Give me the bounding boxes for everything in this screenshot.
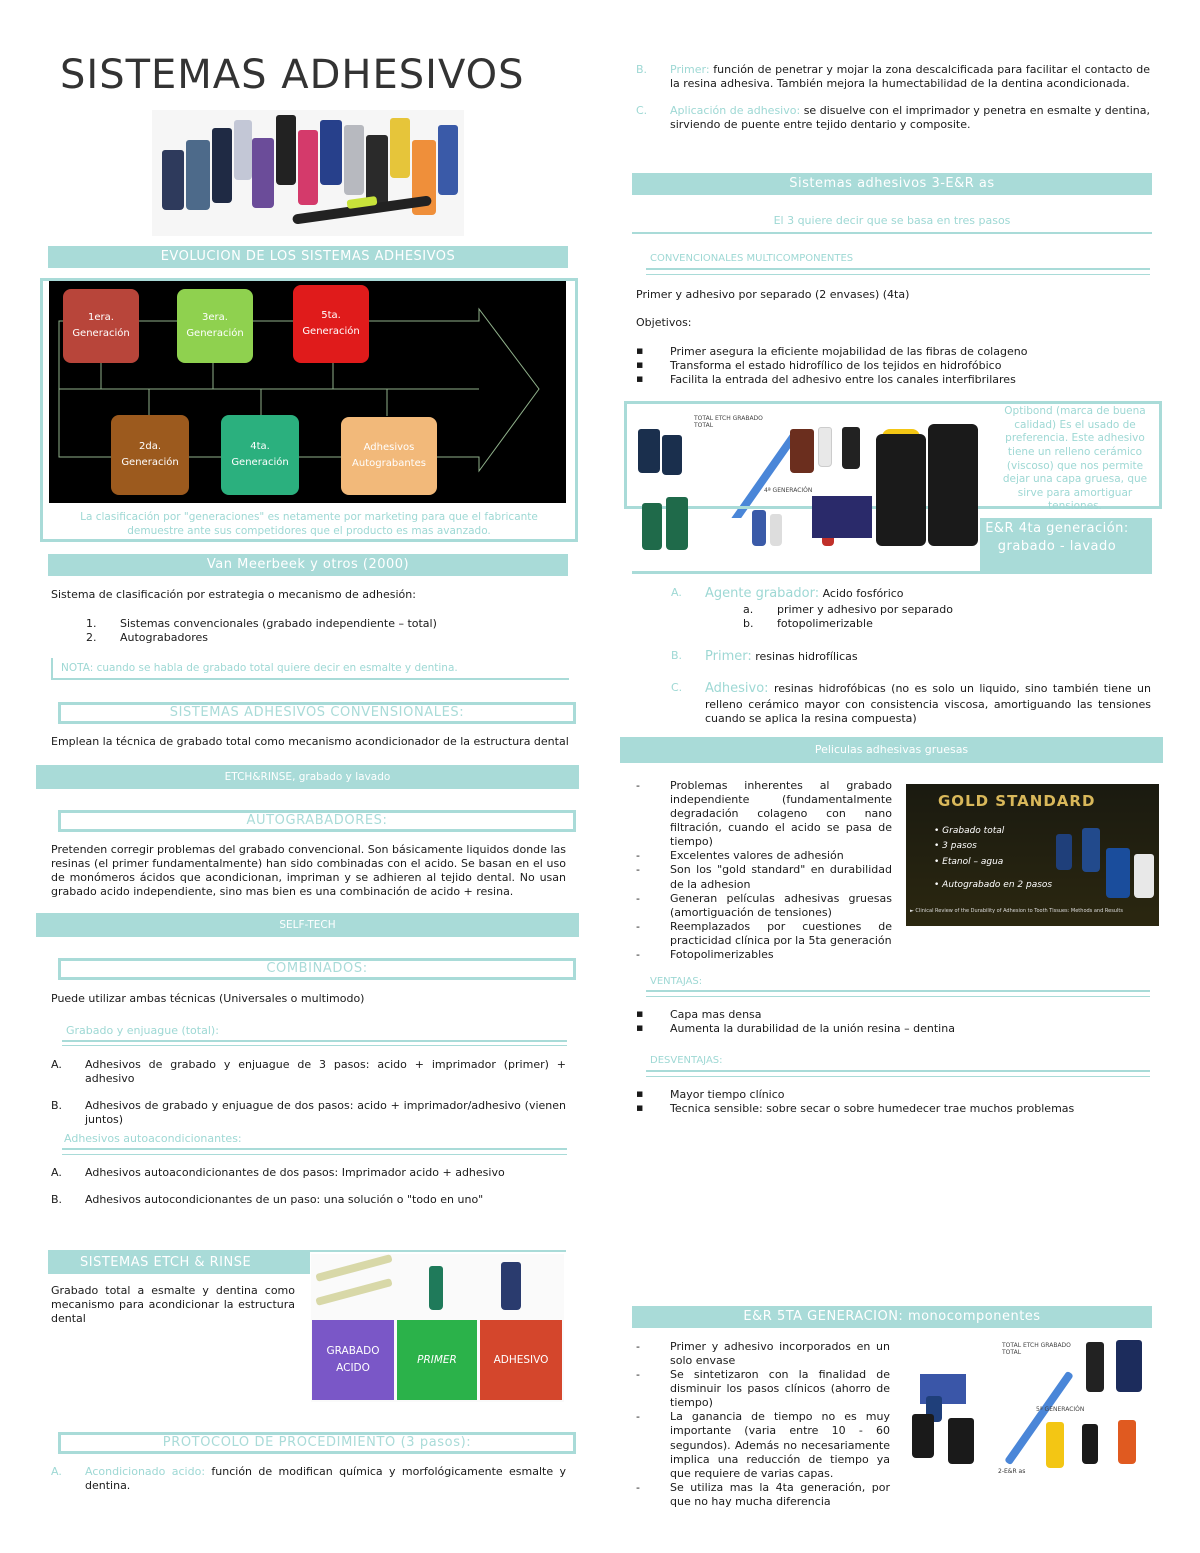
optibond-note: Optibond (marca de buena calidad) Es el usado de preferencia. Este adhesivo tiene un relleno cerámico (viscoso) que nos permite dejar una capa gruesa, que sirve para amortiguar tensiones.: [1002, 405, 1148, 513]
list-item: ▪ Primer asegura la eficiente mojabilidad de las fibras de colageno: [636, 345, 1150, 359]
adhesivo-tile: ADHESIVO: [480, 1320, 562, 1400]
combinados-sub1: Grabado y enjuague (total):: [66, 1024, 219, 1037]
divider: [646, 996, 1150, 997]
protocolo-header: PROTOCOLO DE PROCEDIMIENTO (3 pasos):: [58, 1432, 576, 1454]
peliculas-header: Peliculas adhesivas gruesas: [620, 737, 1163, 763]
list-item: b. fotopolimerizable: [743, 616, 873, 630]
list-item: - Se sintetizaron con la finalidad de disminuir los pasos clínicos (ahorro de tiempo): [636, 1368, 890, 1410]
list-item: ▪ Facilita la entrada del adhesivo entre los canales interfibrilares: [636, 373, 1150, 387]
list-item: B. Adhesivos de grabado y enjuague de dos pasos: acido + imprimador/adhesivo (vienen juntos): [51, 1099, 566, 1127]
list-item: ▪ Aumenta la durabilidad de la unión resina – dentina: [636, 1022, 1150, 1036]
divider: [646, 1076, 1150, 1077]
list-item: A. Agente grabador: Acido fosfórico: [671, 586, 904, 601]
protocolo-item-a: A. Acondicionado acido: función de modifican química y morfológicamente esmalte y dentina.: [51, 1465, 567, 1493]
divider: [646, 990, 1150, 992]
evolucion-caption: La clasificación por "generaciones" es netamente por marketing para que el fabricante demuestre ante sus competidores que el producto es mas avanzado.: [80, 511, 538, 537]
autograbadores-text: Pretenden corregir problemas del grabado convencional. Son básicamente liquidos donde las resinas (el primer fundamentalmente) han sido combinadas con el acido. Se basan en el uso de monómeros ácidos que acondicionan, impriman y se adhieren al tejido dental. No usan grabado acido independiente, sino mas bien es una combinación de acido + resina.: [51, 843, 566, 899]
tres-pasos-header: Sistemas adhesivos 3-E&R as: [632, 173, 1152, 195]
convencionales-multi: CONVENCIONALES MULTICOMPONENTES: [650, 253, 854, 264]
list-item: - Fotopolimerizables: [636, 948, 892, 962]
tres-pasos-sub: El 3 quiere decir que se basa en tres pasos: [773, 214, 1011, 227]
divider: [62, 1148, 567, 1150]
list-item: - Excelentes valores de adhesión: [636, 849, 892, 863]
ventajas-list: [636, 1008, 1150, 1036]
convencionales-header: SISTEMAS ADHESIVOS CONVENSIONALES:: [58, 702, 576, 724]
desventajas-header: DESVENTAJAS:: [650, 1055, 723, 1066]
list-item: - La ganancia de tiempo no es muy importante (varia entre 10 - 60 segundos). Además no necesariamente implica una reducción de tiempo ya que requiere de varias capas.: [636, 1410, 890, 1480]
etch-rinse-bar: ETCH&RINSE, grabado y lavado: [36, 765, 579, 789]
optibond-image: TOTAL ETCH GRABADO TOTAL 4ª GENERACIÓN: [632, 401, 980, 571]
autograbantes-box: Adhesivos Autograbantes: [341, 417, 437, 495]
list-item: a. primer y adhesivo por separado: [743, 602, 953, 616]
optibond-image-overlay: [632, 518, 980, 571]
list-item: - Problemas inherentes al grabado independiente (fundamentalmente degradación colageno con nano filtración, cuando el acido se pasa de tiempo): [636, 779, 892, 849]
list-item: B. Primer: resinas hidrofílicas: [671, 648, 858, 664]
list-item: - Se utiliza mas la 4ta generación, por que no hay mucha diferencia: [636, 1481, 890, 1509]
objetivos-list: [636, 345, 1150, 387]
combinados-text: Puede utilizar ambas técnicas (Universales o multimodo): [51, 992, 365, 1005]
divider: [646, 268, 1150, 270]
gen-4-box: 4ta. Generación: [221, 415, 299, 495]
combinados-list1: [51, 1058, 566, 1127]
divider: [62, 1045, 567, 1046]
self-tech-bar: SELF-TECH: [36, 913, 579, 937]
convencionales-text: Emplean la técnica de grabado total como mecanismo acondicionador de la estructura dental: [51, 735, 569, 748]
tres-pasos-line2: Objetivos:: [636, 316, 692, 329]
etch-rinse-text: Grabado total a esmalte y dentina como mecanismo para acondicionar la estructura dental: [51, 1284, 295, 1326]
gen-1-box: 1era. Generación: [63, 289, 139, 363]
divider: [646, 1070, 1150, 1072]
divider: [62, 1040, 567, 1042]
evolucion-diagram: [40, 278, 578, 542]
combinados-list2: [51, 1166, 566, 1207]
gen-5-box: 5ta. Generación: [293, 285, 369, 363]
etch-rinse-header: SISTEMAS ETCH & RINSE: [48, 1252, 310, 1274]
note-box: NOTA: cuando se habla de grabado total quiere decir en esmalte y dentina.: [51, 658, 569, 680]
er5-image: TOTAL ETCH GRABADO TOTAL 5ª GENERACIÓN 2-E&R as: [906, 1334, 1159, 1484]
list-item: ▪ Tecnica sensible: sobre secar o sobre humedecer trae muchos problemas: [636, 1102, 1150, 1116]
primer-tile: PRIMER: [397, 1320, 477, 1400]
grabado-acido-tile: GRABADO ACIDO: [312, 1320, 394, 1400]
er4-list: [671, 586, 1151, 726]
combinados-sub2: Adhesivos autoacondicionantes:: [64, 1132, 242, 1145]
van-meerbeek-list: [86, 617, 566, 645]
er4-header: E&R 4ta generación: grabado - lavado: [632, 518, 1152, 574]
tres-pasos-line1: Primer y adhesivo por separado (2 envases) (4ta): [636, 288, 910, 301]
adhesive-bottles-image: [152, 110, 464, 236]
list-item: B. Adhesivos autocondicionantes de un paso: una solución o "todo en uno": [51, 1193, 484, 1207]
divider: [62, 1154, 567, 1155]
gold-standard-image: GOLD STANDARD • Grabado total • 3 pasos • Etanol – agua • Autograbado en 2 pasos ► Clinical Review of the Durability of Adhesion to Tooth Tissues: Methods and Results: [906, 784, 1159, 926]
gen-2-box: 2da. Generación: [111, 415, 189, 495]
protocolo-item-c: C. Aplicación de adhesivo: se disuelve con el imprimador y penetra en esmalte y dentina, sirviendo de puente entre tejido dentario y composite.: [636, 104, 1150, 132]
desventajas-list: [636, 1088, 1150, 1116]
page-title: SISTEMAS ADHESIVOS: [60, 52, 525, 98]
etch-rinse-image: [311, 1254, 564, 1402]
van-meerbeek-intro: Sistema de clasificación por estrategia o mecanismo de adhesión:: [51, 588, 416, 601]
list-item: ▪ Transforma el estado hidrofílico de los tejidos en hidrofóbico: [636, 359, 1150, 373]
er5-header: E&R 5TA GENERACION: monocomponentes: [632, 1306, 1152, 1328]
gen-3-box: 3era. Generación: [177, 289, 253, 363]
list-item: 2. Autograbadores: [86, 631, 208, 645]
list-item: ▪ Capa mas densa: [636, 1008, 1150, 1022]
divider: [632, 232, 1152, 234]
list-item: C. Adhesivo: resinas hidrofóbicas (no es solo un liquido, sino también tiene un relleno cerámico mayor con consistencia viscosa, amortiguando las tensiones cuando se aplica la resina compuesta): [671, 681, 1151, 726]
peliculas-list: [636, 779, 892, 962]
divider: [48, 1250, 566, 1252]
divider: [646, 274, 1150, 275]
list-item: ▪ Mayor tiempo clínico: [636, 1088, 1150, 1102]
protocolo-item-b: B. Primer: función de penetrar y mojar la zona descalcificada para facilitar el contacto de la resina adhesiva. También mejora la humectabilidad de la dentina acondicionada.: [636, 63, 1150, 91]
ventajas-header: VENTAJAS:: [650, 976, 703, 987]
list-item: - Reemplazados por cuestiones de practicidad clínica por la 5ta generación: [636, 920, 892, 948]
list-item: 1. Sistemas convencionales (grabado independiente – total): [86, 617, 437, 630]
autograbadores-header: AUTOGRABADORES:: [58, 810, 576, 832]
list-item: A. Adhesivos de grabado y enjuague de 3 pasos: acido + imprimador (primer) + adhesivo: [51, 1058, 566, 1086]
evolucion-header: EVOLUCION DE LOS SISTEMAS ADHESIVOS: [48, 246, 568, 268]
combinados-header: COMBINADOS:: [58, 958, 576, 980]
van-meerbeek-header: Van Meerbeek y otros (2000): [48, 554, 568, 576]
list-item: - Son los "gold standard" en durabilidad de la adhesion: [636, 863, 892, 891]
er5-list: [636, 1340, 890, 1509]
list-item: A. Adhesivos autoacondicionantes de dos pasos: Imprimador acido + adhesivo: [51, 1166, 505, 1179]
list-item: - Primer y adhesivo incorporados en un solo envase: [636, 1340, 890, 1368]
list-item: - Generan películas adhesivas gruesas (amortiguación de tensiones): [636, 892, 892, 920]
